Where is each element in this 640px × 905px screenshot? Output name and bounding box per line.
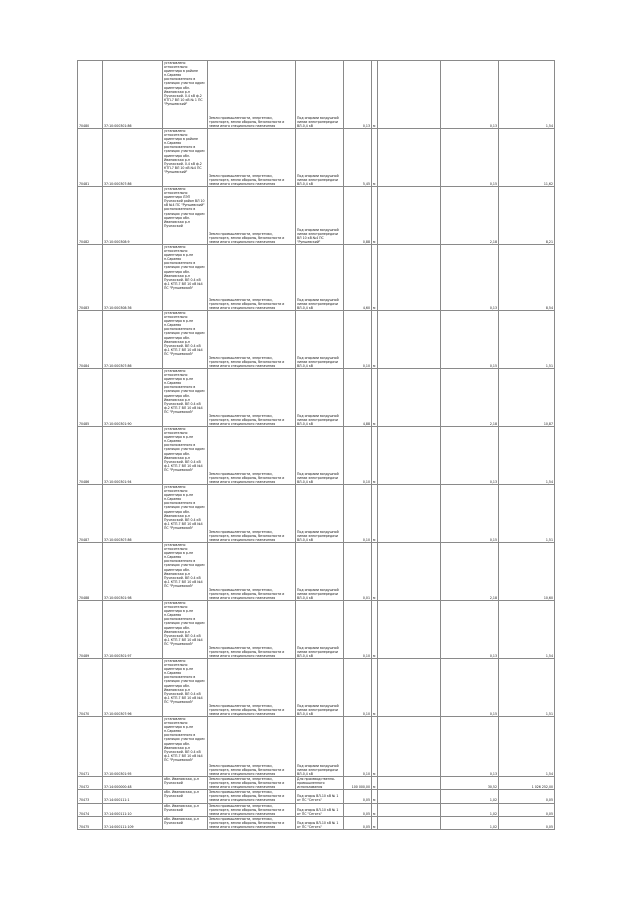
cadastral-number-cell: 37:14:000111:10 (103, 803, 163, 816)
record-number-cell: 70480 (78, 61, 103, 129)
value-2-cell: 0,13 (441, 427, 499, 485)
cadastral-number-cell: 37:10:000308:9 (103, 187, 163, 245)
value-2-cell: 1,02 (441, 803, 499, 816)
permitted-use-cell: Под опорами воздушной линии электропередачи ВЛ 10 кВ №4 ПС "Рупшевский" (296, 187, 344, 245)
cadastral-number-cell: 37:10:000307:86 (103, 485, 163, 543)
unit-cell: м (372, 427, 378, 485)
permitted-use-cell: Под опоры ВЛ-10 кВ № 1 от ПС "Сеготь" (296, 816, 344, 829)
value-2-cell: 2,18 (441, 543, 499, 601)
value-2-cell: 0,13 (441, 61, 499, 129)
unit-cell: м (372, 543, 378, 601)
record-number-cell: 70471 (78, 717, 103, 777)
land-category-cell: Земли промышленности, энергетики, транспорта, земли обороны, безопасности и земли иного специального назначения (208, 659, 296, 717)
location-cell: обл. Ивановская, р-н Пучежский (163, 803, 208, 816)
value-2-cell: 2,18 (441, 369, 499, 427)
table-row (78, 717, 555, 777)
record-number-cell: 70481 (78, 129, 103, 187)
value-1-cell (378, 61, 441, 129)
permitted-use-cell: Под опоры ВЛ-10 кВ № 1 от ПС "Сеготь" (296, 790, 344, 803)
record-number-cell: 70486 (78, 427, 103, 485)
value-1-cell (378, 311, 441, 369)
value-3-cell: 1,54 (499, 61, 555, 129)
table-row (78, 659, 555, 717)
table-row (78, 816, 555, 829)
area-cell: 0,13 (344, 61, 372, 129)
value-1-cell (378, 790, 441, 803)
location-cell: установлено относительно ориентира в районе п.Сараево расположенного в границах участка адрес ориентира обл. Ивановская р-н Пучежский. 0.4 кВ ф.2 КТП-7 ВЛ 10 кВ № 1 ПС "Рупшевский" (163, 61, 208, 129)
unit-cell: м (372, 790, 378, 803)
location-cell: обл. Ивановская, р-н Пучежский (163, 816, 208, 829)
cadastral-number-cell: 37:14:000000:48 (103, 777, 163, 790)
value-3-cell: 10,87 (499, 369, 555, 427)
table-row (78, 369, 555, 427)
land-category-cell: Земли промышленности, энергетики, транспорта, земли обороны, безопасности и земли иного специального назначения (208, 311, 296, 369)
permitted-use-cell: Под опорами воздушной линии электропередачи ВЛ-0,4 кВ (296, 717, 344, 777)
area-cell: 5,45 (344, 129, 372, 187)
cadastral-number-cell: 37:10:000307:86 (103, 311, 163, 369)
record-number-cell: 70470 (78, 659, 103, 717)
permitted-use-cell: Под опорами воздушной линии электропередачи ВЛ-0,4 кВ (296, 427, 344, 485)
location-cell: установлено относительно ориентира в р-не п.Сараево расположенного в границах участка адрес ориентира обл. Ивановская р-н Пучежский. ВЛ 0.4 кВ ф.1 КТП-7 ВЛ 10 кВ №4 ПС "Рупшевский" (163, 245, 208, 311)
cadastral-number-cell: 37:10:000301:98 (103, 543, 163, 601)
record-number-cell: 70489 (78, 601, 103, 659)
location-cell: установлено относительно ориентира в р-не п.Сараево расположенного в границах участка адрес ориентира обл. Ивановская р-н Пучежский. ВЛ 0.4 кВ ф.1 КТП-7 ВЛ 10 кВ №4 ПС "Рупшевский" (163, 659, 208, 717)
location-cell: установлено относительно ориентира в р-не п.Сараево расположенного в границах участка адрес ориентира обл. Ивановская р-н Пучежский. ВЛ 0.4 кВ ф.1 КТП-7 ВЛ 10 кВ №4 ПС "Рупшевский" (163, 485, 208, 543)
land-category-cell: Земли промышленности, энергетики, транспорта, земли обороны, безопасности и земли иного специального назначения (208, 187, 296, 245)
cadastral-number-cell: 37:10:000308:36 (103, 245, 163, 311)
value-3-cell: 1,51 (499, 659, 555, 717)
value-3-cell: 10,60 (499, 543, 555, 601)
value-3-cell: 0,05 (499, 803, 555, 816)
value-1-cell (378, 543, 441, 601)
unit-cell: м (372, 816, 378, 829)
permitted-use-cell: Под опорами воздушной линии электропередачи ВЛ-0,4 кВ (296, 311, 344, 369)
cadastral-number-cell: 37:10:000301:97 (103, 601, 163, 659)
cadastral-number-cell: 37:10:000301:95 (103, 717, 163, 777)
land-category-cell: Земли промышленности, энергетики, транспорта, земли обороны, безопасности и земли иного специального назначения (208, 790, 296, 803)
unit-cell: м (372, 245, 378, 311)
unit-cell: м (372, 601, 378, 659)
land-category-cell: Земли промышленности, энергетики, транспорта, земли обороны, безопасности и земли иного специального назначения (208, 245, 296, 311)
permitted-use-cell: Под опорами воздушной линии электропередачи ВЛ-0,4 кВ (296, 61, 344, 129)
cadastral-number-cell: 37:10:000307:86 (103, 129, 163, 187)
cadastral-number-cell: 37:14:000111:1 (103, 790, 163, 803)
permitted-use-cell: Под опорами воздушной линии электропередачи ВЛ-0,4 кВ (296, 129, 344, 187)
location-cell: установлено относительно ориентира ЛЭП Пучежский район ВЛ 10 кВ №4 ПС "Рупшевский" расположенного в границах участка адрес ориентира обл. Ивановская р-н Пучежский (163, 187, 208, 245)
record-number-cell: 70484 (78, 311, 103, 369)
land-category-cell: Земли промышленности, энергетики, транспорта, земли обороны, безопасности и земли иного специального назначения (208, 485, 296, 543)
value-1-cell (378, 485, 441, 543)
cadastral-number-cell: 37:10:000301:90 (103, 369, 163, 427)
land-category-cell: Земли промышленности, энергетики, транспорта, земли обороны, безопасности и земли иного специального назначения (208, 369, 296, 427)
location-cell: обл. Ивановская, р-н Пучежский (163, 790, 208, 803)
cadastral-number-cell: 37:10:000301:86 (103, 61, 163, 129)
value-2-cell: 0,13 (441, 601, 499, 659)
location-cell: установлено относительно ориентира в р-не п.Сараево расположенного в границах участка адрес ориентира обл. Ивановская р-н Пучежский. ВЛ 0.4 кВ ф.1 КТП-7 ВЛ 10 кВ №4 ПС "Рупшевский" (163, 717, 208, 777)
unit-cell: м (372, 129, 378, 187)
table-row (78, 129, 555, 187)
area-cell: 0,10 (344, 659, 372, 717)
area-cell: 4,88 (344, 369, 372, 427)
record-number-cell: 70488 (78, 543, 103, 601)
value-2-cell: 0,13 (441, 245, 499, 311)
value-1-cell (378, 427, 441, 485)
value-1-cell (378, 659, 441, 717)
location-cell: установлено относительно ориентира в р-не п.Сараево расположенного в границах участка адрес ориентира обл. Ивановская р-н Пучежский. ВЛ 0.4 кВ ф.1 КТП-7 ВЛ 10 кВ №4 ПС "Рупшевский" (163, 543, 208, 601)
value-1-cell (378, 717, 441, 777)
value-2-cell: 0,13 (441, 717, 499, 777)
unit-cell: м (372, 777, 378, 790)
value-2-cell: 0,15 (441, 129, 499, 187)
unit-cell: м (372, 311, 378, 369)
unit-cell: м (372, 61, 378, 129)
area-cell: 0,05 (344, 816, 372, 829)
location-cell: установлено относительно ориентира в р-не п.Сараево расположенного в границах участка адрес ориентира обл. Ивановская р-н Пучежский. ВЛ 0.4 кВ ф.1 КТП-7 ВЛ 10 кВ №4 ПС "Рупшевский" (163, 427, 208, 485)
table-row (78, 427, 555, 485)
value-1-cell (378, 601, 441, 659)
table-row (78, 245, 555, 311)
table-row (78, 485, 555, 543)
value-1-cell (378, 245, 441, 311)
value-3-cell: 11,62 (499, 129, 555, 187)
area-cell: 0,10 (344, 601, 372, 659)
area-cell: 0,10 (344, 311, 372, 369)
record-number-cell: 70482 (78, 187, 103, 245)
area-cell: 4,60 (344, 245, 372, 311)
land-category-cell: Земли промышленности, энергетики, транспорта, земли обороны, безопасности и земли иного специального назначения (208, 777, 296, 790)
value-3-cell: 0,05 (499, 816, 555, 829)
record-number-cell: 70487 (78, 485, 103, 543)
value-3-cell: 1,54 (499, 601, 555, 659)
record-number-cell: 70474 (78, 803, 103, 816)
value-1-cell (378, 369, 441, 427)
record-number-cell: 70483 (78, 245, 103, 311)
land-category-cell: Земли промышленности, энергетики, транспорта, земли обороны, безопасности и земли иного специального назначения (208, 543, 296, 601)
table-row (78, 543, 555, 601)
table-row (78, 777, 555, 790)
land-category-cell: Земли промышленности, энергетики, транспорта, земли обороны, безопасности и земли иного специального назначения (208, 427, 296, 485)
area-cell: 0,05 (344, 790, 372, 803)
value-2-cell: 2,18 (441, 187, 499, 245)
value-2-cell: 1,02 (441, 790, 499, 803)
table-row (78, 61, 555, 129)
value-3-cell: 8,21 (499, 187, 555, 245)
area-cell: 0,10 (344, 427, 372, 485)
area-cell: 0,01 (344, 543, 372, 601)
land-category-cell: Земли промышленности, энергетики, транспорта, земли обороны, безопасности и земли иного специального назначения (208, 803, 296, 816)
permitted-use-cell: Под опорами воздушной линии электропередачи ВЛ-0,4 кВ (296, 369, 344, 427)
permitted-use-cell: Под опоры ВЛ-10 кВ № 1 от ПС "Сеготь" (296, 803, 344, 816)
record-number-cell: 70473 (78, 790, 103, 803)
value-2-cell: 30,52 (441, 777, 499, 790)
cadastral-number-cell: 37:14:000111:109 (103, 816, 163, 829)
land-plots-table (77, 60, 555, 830)
value-1-cell (378, 129, 441, 187)
table-row (78, 311, 555, 369)
value-2-cell: 1,02 (441, 816, 499, 829)
table-row (78, 187, 555, 245)
area-cell: 0,05 (344, 803, 372, 816)
land-category-cell: Земли промышленности, энергетики, транспорта, земли обороны, безопасности и земли иного специального назначения (208, 717, 296, 777)
location-cell: установлено относительно ориентира в р-не п.Сараево расположенного в границах участка адрес ориентира обл. Ивановская р-н Пучежский. ВЛ 0.4 кВ ф.2 КТП-7 ВЛ 10 кВ №4 ПС "Рупшевский" (163, 369, 208, 427)
area-cell: 0,88 (344, 187, 372, 245)
record-number-cell: 70485 (78, 369, 103, 427)
value-3-cell: 1,51 (499, 485, 555, 543)
value-2-cell: 0,15 (441, 659, 499, 717)
unit-cell: м (372, 659, 378, 717)
table-row (78, 803, 555, 816)
table-body (78, 61, 555, 830)
record-number-cell: 70472 (78, 777, 103, 790)
value-3-cell: 1,51 (499, 311, 555, 369)
land-category-cell: Земли промышленности, энергетики, транспорта, земли обороны, безопасности и земли иного специального назначения (208, 601, 296, 659)
unit-cell: м (372, 717, 378, 777)
location-cell: установлено относительно ориентира в р-не п.Сараево расположенного в границах участка адрес ориентира обл. Ивановская р-н Пучежский. ВЛ 0.4 кВ ф.1 КТП-7 ВЛ 10 кВ №4 ПС "Рупшевский" (163, 311, 208, 369)
unit-cell: м (372, 485, 378, 543)
permitted-use-cell: Под опорами воздушной линии электропередачи ВЛ-0,4 кВ (296, 485, 344, 543)
value-1-cell (378, 803, 441, 816)
unit-cell: м (372, 803, 378, 816)
location-cell: обл. Ивановская, р-н Пучежский (163, 777, 208, 790)
location-cell: установлено относительно ориентира в районе п.Сараево расположенного в границах участка адрес ориентира обл. Ивановская р-н Пучежский. 0.4 кВ ф.2 КТП-7 ВЛ 10 кВ №4 ПС "Рупшевский" (163, 129, 208, 187)
value-2-cell: 0,15 (441, 485, 499, 543)
value-1-cell (378, 187, 441, 245)
value-3-cell: 1 026 252,00 (499, 777, 555, 790)
table-row (78, 601, 555, 659)
land-category-cell: Земли промышленности, энергетики, транспорта, земли обороны, безопасности и земли иного специального назначения (208, 129, 296, 187)
area-cell: 0,10 (344, 485, 372, 543)
unit-cell: м (372, 369, 378, 427)
value-3-cell: 1,54 (499, 717, 555, 777)
permitted-use-cell: Под опорами воздушной линии электропередачи ВЛ-0,4 кВ (296, 543, 344, 601)
unit-cell: м (372, 187, 378, 245)
value-3-cell: 8,54 (499, 245, 555, 311)
area-cell: 100 000,00 (344, 777, 372, 790)
cadastral-number-cell: 37:10:000301:94 (103, 427, 163, 485)
cadastral-number-cell: 37:10:000307:96 (103, 659, 163, 717)
record-number-cell: 70475 (78, 816, 103, 829)
permitted-use-cell: Под опорами воздушной линии электропередачи ВЛ-0,4 кВ (296, 659, 344, 717)
land-category-cell: Земли промышленности, энергетики, транспорта, земли обороны, безопасности и земли иного специального назначения (208, 61, 296, 129)
value-2-cell: 0,15 (441, 311, 499, 369)
land-category-cell: Земли промышленности, энергетики, транспорта, земли обороны, безопасности и земли иного специального назначения (208, 816, 296, 829)
permitted-use-cell: Под опорами воздушной линии электропередачи ВЛ-0,4 кВ (296, 245, 344, 311)
value-1-cell (378, 777, 441, 790)
permitted-use-cell: Под опорами воздушной линии электропередачи ВЛ-0,4 кВ (296, 601, 344, 659)
value-3-cell: 1,54 (499, 427, 555, 485)
location-cell: установлено относительно ориентира в р-не п.Сараево расположенного в границах участка адрес ориентира обл. Ивановская р-н Пучежский. ВЛ 0.4 кВ ф.1 КТП-7 ВЛ 10 кВ №4 ПС "Рупшевский" (163, 601, 208, 659)
area-cell: 0,10 (344, 717, 372, 777)
value-1-cell (378, 816, 441, 829)
permitted-use-cell: Для производственно-промышленного использования (296, 777, 344, 790)
value-3-cell: 0,05 (499, 790, 555, 803)
table-row (78, 790, 555, 803)
